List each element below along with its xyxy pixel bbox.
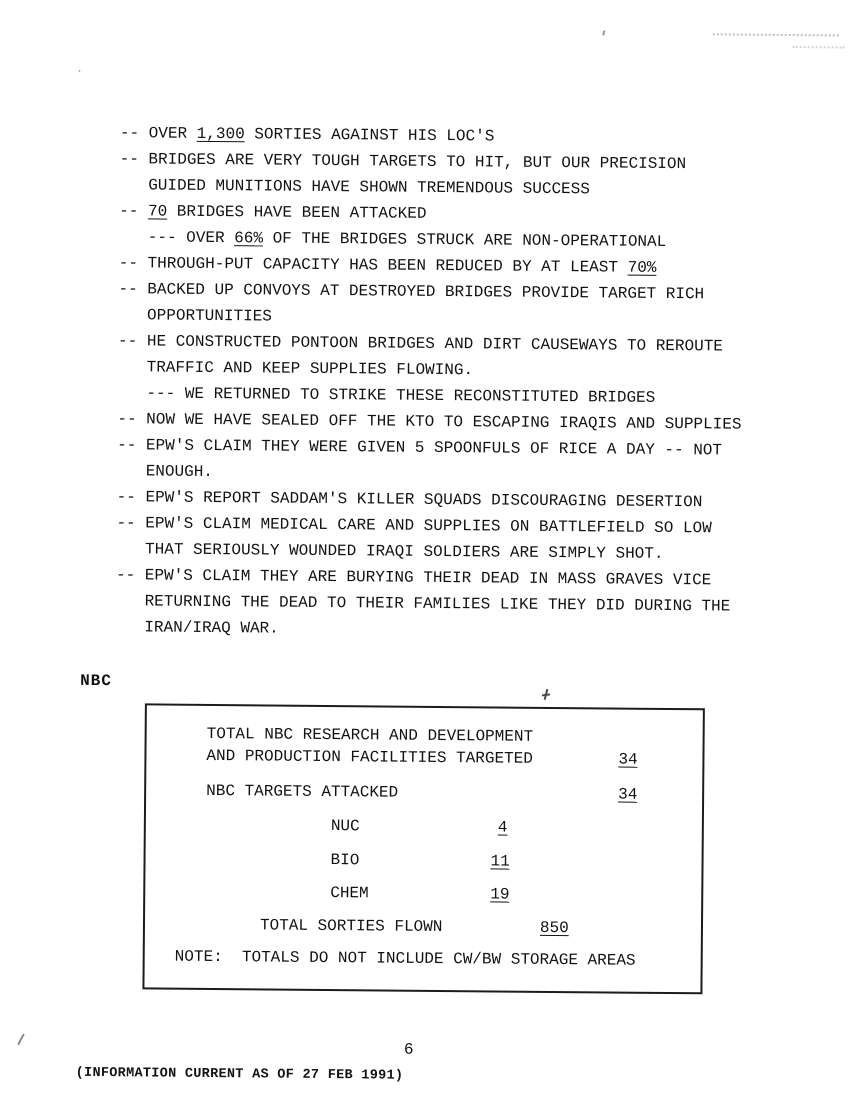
nbc-category-label-chem: CHEM xyxy=(330,884,369,902)
scan-artifact-dot xyxy=(78,70,80,72)
nbc-summary-box xyxy=(142,703,704,994)
nbc-category-label-bio: BIO xyxy=(330,851,359,869)
scan-artifact-dotted-line xyxy=(713,33,839,36)
scan-artifact-dotted-line-2 xyxy=(793,46,845,48)
nbc-section-label: NBC xyxy=(80,672,112,690)
nbc-attacked-value: 34 xyxy=(618,786,637,804)
bullet-item xyxy=(118,328,824,386)
underlined-figure: 70 xyxy=(148,202,167,220)
bullet-text: -- OVER xyxy=(120,124,197,143)
nbc-targeted-label-line1: TOTAL NBC RESEARCH AND DEVELOPMENT xyxy=(207,725,534,746)
nbc-targeted-value: 34 xyxy=(618,751,637,769)
underlined-figure: 1,300 xyxy=(197,125,245,143)
bullet-text: -- THROUGH-PUT CAPACITY HAS BEEN REDUCED BY AT LEAST xyxy=(119,254,628,276)
note-label: NOTE: xyxy=(175,948,223,966)
nbc-category-value-nuc: 4 xyxy=(498,818,508,836)
bullet-text: --- WE RETURNED TO STRIKE THESE RECONSTITUTED BRIDGES xyxy=(146,384,655,406)
underlined-figure: 70% xyxy=(628,259,657,277)
bullet-text: --- OVER xyxy=(148,228,235,247)
bullet-list xyxy=(115,120,826,646)
bullet-text: SORTIES AGAINST HIS LOC'S xyxy=(245,125,495,145)
bullet-text: -- EPW'S CLAIM MEDICAL CARE AND SUPPLIES ON BATTLEFIELD SO LOW THAT SERIOUSLY WOUNDED IRAQI SOLDIERS ARE SIMPLY SHOT. xyxy=(116,514,711,563)
nbc-note-line xyxy=(175,948,636,970)
bullet-text: -- HE CONSTRUCTED PONTOON BRIDGES AND DIRT CAUSEWAYS TO REROUTE TRAFFIC AND KEEP SUPPLIES FLOWING. xyxy=(118,332,723,379)
bullet-text: -- BACKED UP CONVOYS AT DESTROYED BRIDGES PROVIDE TARGET RICH OPPORTUNITIES xyxy=(118,280,704,325)
scan-artifact-corner xyxy=(17,1034,24,1046)
page-number: 6 xyxy=(404,1041,414,1059)
note-text: TOTALS DO NOT INCLUDE CW/BW STORAGE AREAS xyxy=(242,948,636,969)
bullet-item xyxy=(116,510,822,568)
underlined-figure: 66% xyxy=(234,229,263,247)
bullet-text: -- EPW'S CLAIM THEY WERE GIVEN 5 SPOONFULS OF RICE A DAY -- NOT ENOUGH. xyxy=(117,436,722,481)
nbc-category-value-bio: 11 xyxy=(490,852,509,870)
scan-artifact-mark xyxy=(542,689,550,700)
bullet-text: BRIDGES HAVE BEEN ATTACKED xyxy=(167,203,426,223)
bullet-text: -- EPW'S CLAIM THEY ARE BURYING THEIR DEAD IN MASS GRAVES VICE RETURNING THE DEAD TO THEIR FAMILIES LIKE THEY DID DURING THE IRAN/IRAQ WAR. xyxy=(116,566,730,637)
nbc-attacked-label: NBC TARGETS ATTACKED xyxy=(206,782,398,802)
bullet-item xyxy=(119,146,825,204)
footer-info-line: (INFORMATION CURRENT AS OF 27 FEB 1991) xyxy=(76,1066,404,1084)
bullet-text: -- EPW'S REPORT SADDAM'S KILLER SQUADS DISCOURAGING DESERTION xyxy=(117,488,703,511)
nbc-category-value-chem: 19 xyxy=(490,885,509,903)
nbc-targeted-label-line2: AND PRODUCTION FACILITIES TARGETED xyxy=(206,747,533,768)
bullet-text: OF THE BRIDGES STRUCK ARE NON-OPERATIONAL xyxy=(263,229,666,251)
scan-artifact-speck xyxy=(602,30,605,35)
bullet-item xyxy=(115,562,822,646)
bullet-text: -- xyxy=(119,202,148,220)
nbc-category-label-nuc: NUC xyxy=(331,817,360,835)
nbc-sorties-value: 850 xyxy=(540,919,569,937)
bullet-item xyxy=(117,432,823,490)
nbc-sorties-label: TOTAL SORTIES FLOWN xyxy=(260,916,443,936)
bullet-text: -- BRIDGES ARE VERY TOUGH TARGETS TO HIT, BUT OUR PRECISION GUIDED MUNITIONS HAVE SHOWN TREMENDOUS SUCCESS xyxy=(120,150,687,198)
bullet-text: -- NOW WE HAVE SEALED OFF THE KTO TO ESCAPING IRAQIS AND SUPPLIES xyxy=(117,410,741,433)
bullet-item xyxy=(118,276,824,334)
